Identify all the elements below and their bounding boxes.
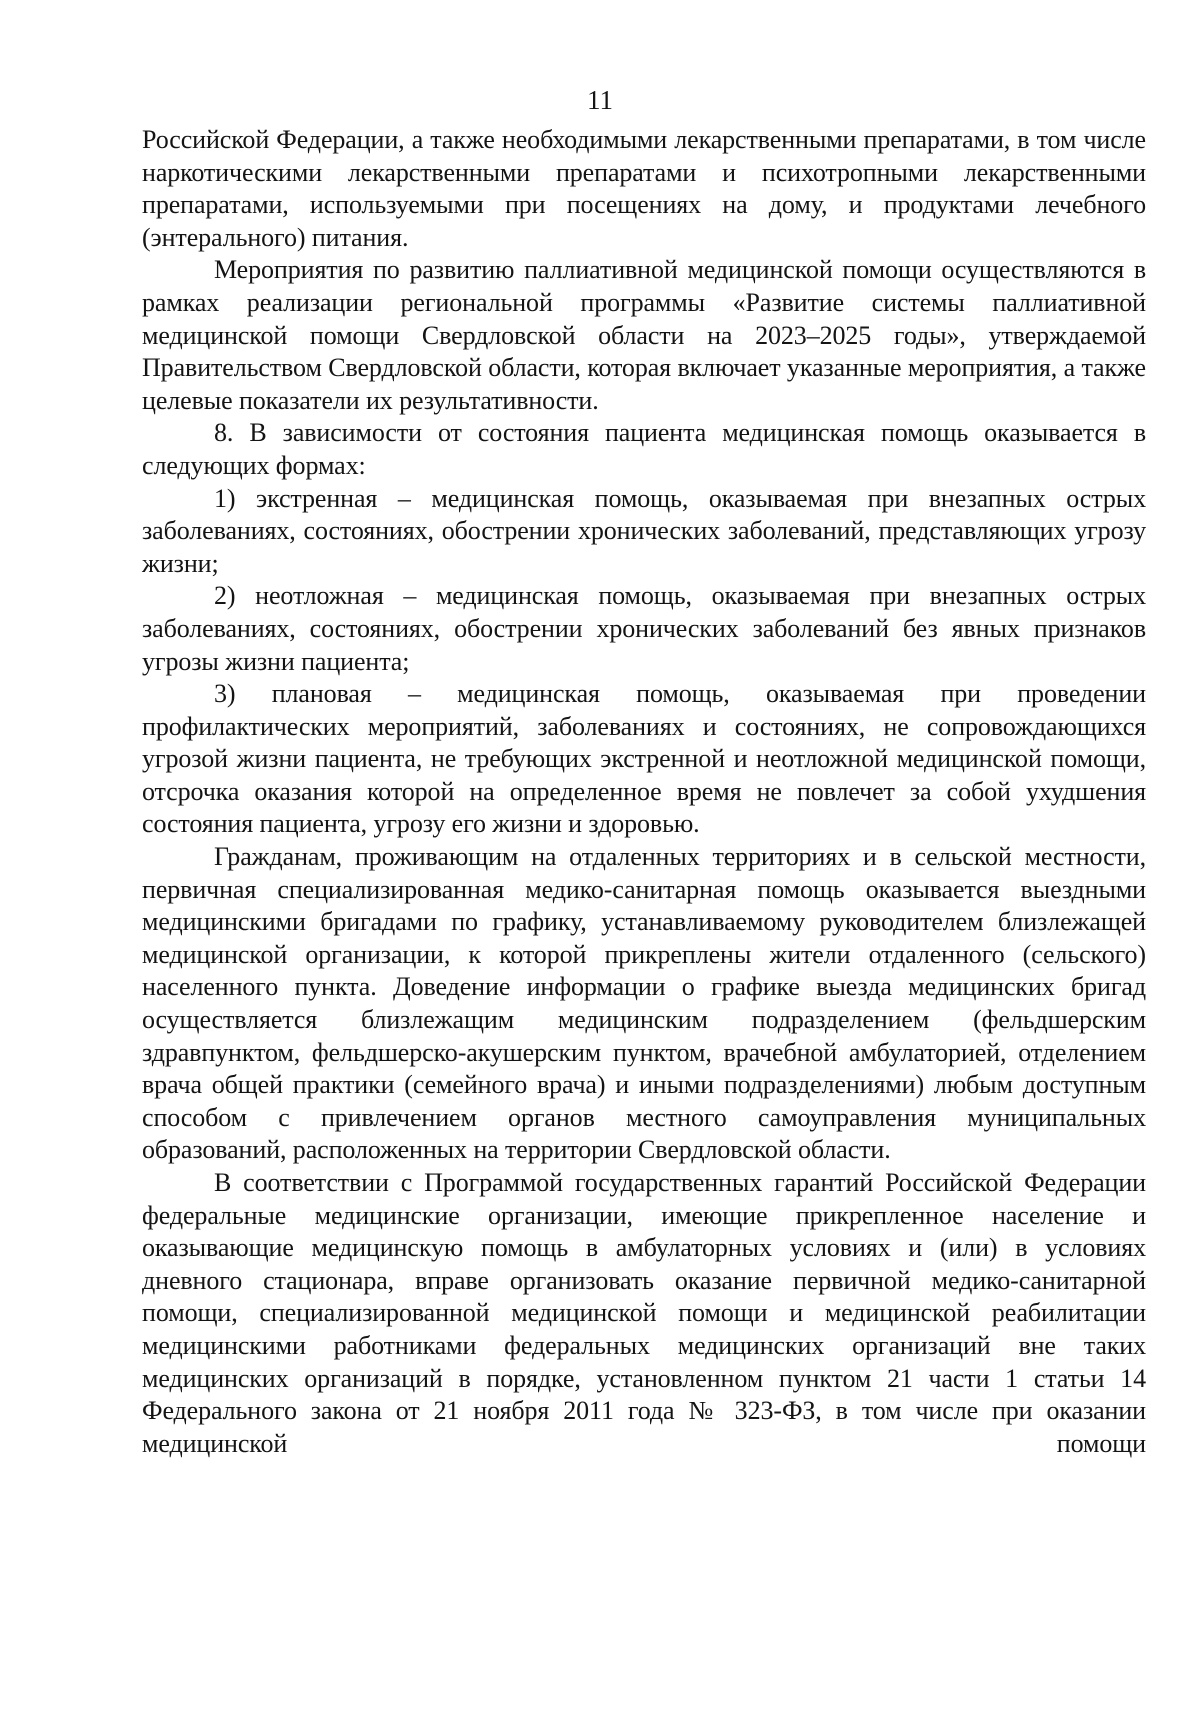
document-body	[142, 124, 1146, 1460]
list-item-planned: 3) плановая – медицинская помощь, оказываемая при проведении профилактических мероприятий, заболеваниях и состояниях, не сопровождающихся угрозой жизни пациента, не требующих экстренной и неотложной медицинской помощи, отсрочка оказания которой на определенное время не повлечет за собой ухудшения состояния пациента, угрозу его жизни и здоровью.	[142, 679, 1146, 839]
paragraph-palliative-program: Мероприятия по развитию паллиативной медицинской помощи осуществляются в рамках реализации региональной программы «Развитие системы паллиативной медицинской помощи Свердловской области на 2023–2025 годы», утверждаемой Правительством Свердловской области, которая включает указанные мероприятия, а также целевые показатели их результативности.	[142, 255, 1146, 415]
paragraph-federal-organizations: В соответствии с Программой государственных гарантий Российской Федерации федеральные медицинские организации, имеющие прикрепленное население и оказывающие медицинскую помощь в амбулаторных условиях и (или) в условиях дневного стационара, вправе организовать оказание первичной медико-санитарной помощи, специализированной медицинской помощи и медицинской реабилитации медицинскими работниками федеральных медицинских организаций вне таких медицинских организаций в порядке, установленном пунктом 21 части 1 статьи 14 Федерального закона от 21 ноября 2011 года № 323-ФЗ, в том числе при оказании медицинской помощи	[142, 1168, 1146, 1458]
paragraph-care-forms: 8. В зависимости от состояния пациента медицинская помощь оказывается в следующих формах:	[142, 418, 1146, 480]
paragraph-continuation: Российской Федерации, а также необходимыми лекарственными препаратами, в том числе наркотическими лекарственными препаратами и психотропными лекарственными препаратами, используемыми при посещениях на дому, и продуктами лечебного (энтерального) питания.	[142, 125, 1146, 252]
list-item-urgent: 2) неотложная – медицинская помощь, оказываемая при внезапных острых заболеваниях, состояниях, обострении хронических заболеваний без явных признаков угрозы жизни пациента;	[142, 581, 1146, 676]
list-item-emergency: 1) экстренная – медицинская помощь, оказываемая при внезапных острых заболеваниях, состояниях, обострении хронических заболеваний, представляющих угрозу жизни;	[142, 483, 1146, 578]
paragraph-rural-care: Гражданам, проживающим на отдаленных территориях и в сельской местности, первичная специализированная медико-санитарная помощь оказывается выездными медицинскими бригадами по графику, устанавливаемому руководителем близлежащей медицинской организации, к которой прикреплены жители отдаленного (сельского) населенного пункта. Доведение информации о графике выезда медицинских бригад осуществляется близлежащим медицинским подразделением (фельдшерским здравпунктом, фельдшерско-акушерским пунктом, врачебной амбулаторией, отделением врача общей практики (семейного врача) и иными подразделениями) любым доступным способом с привлечением органов местного самоуправления муниципальных образований, расположенных на территории Свердловской области.	[142, 842, 1146, 1165]
page-number: 11	[587, 85, 613, 115]
